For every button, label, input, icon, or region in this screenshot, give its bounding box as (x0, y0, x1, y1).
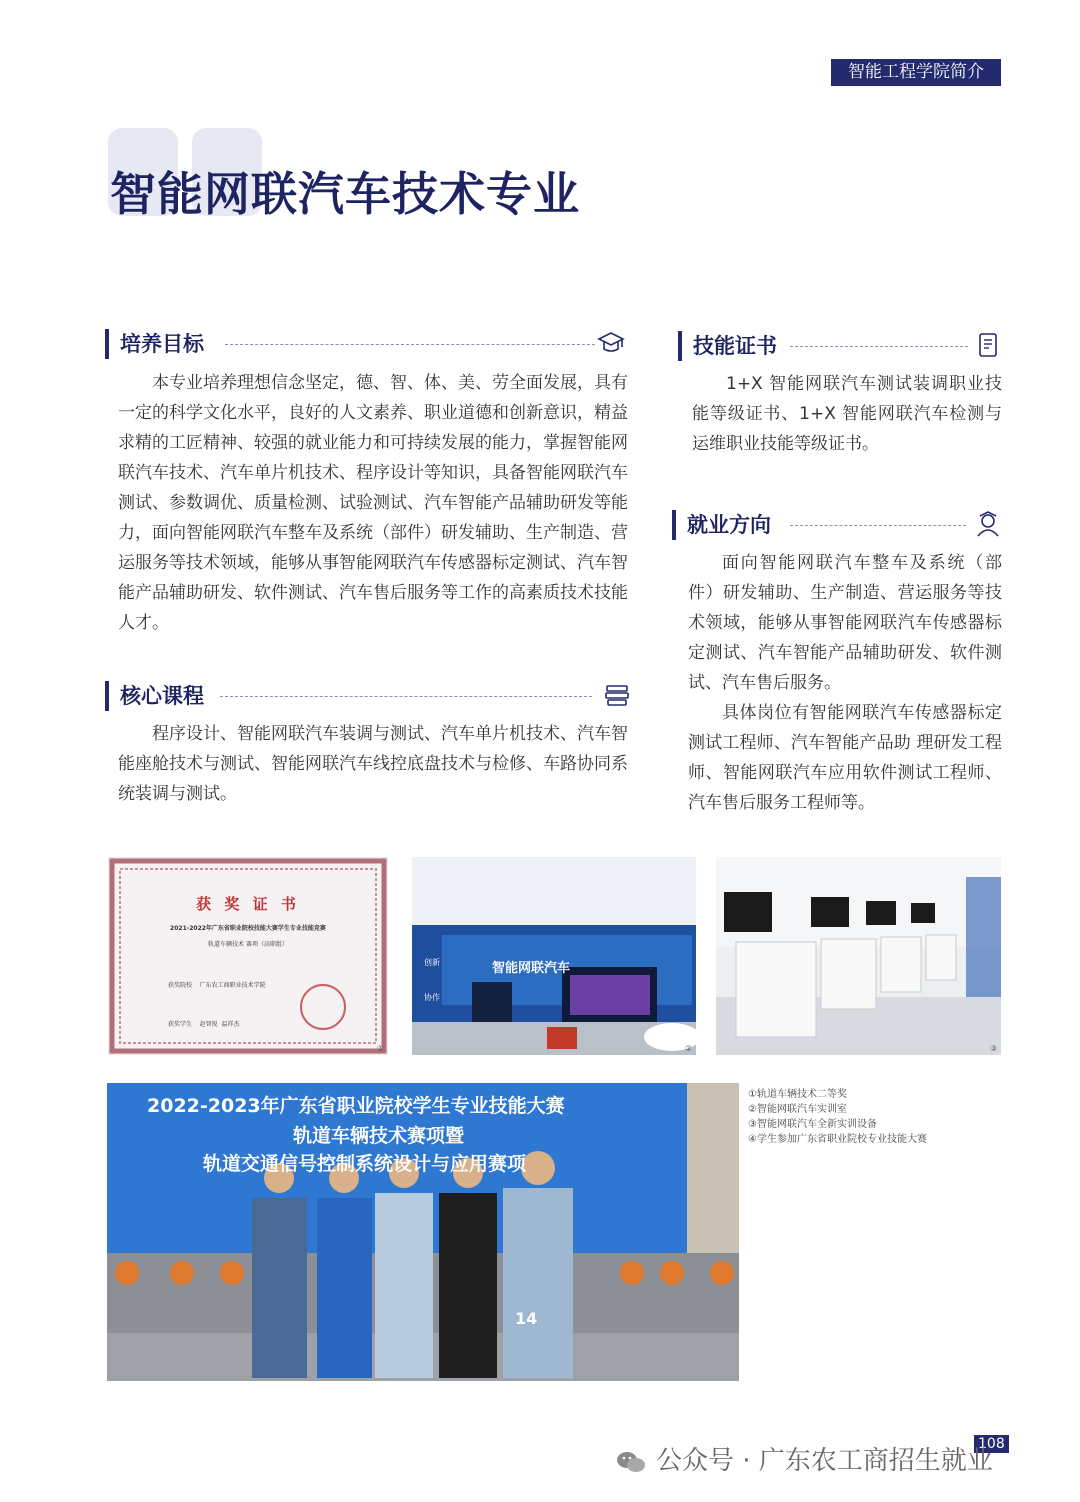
career-paragraph (688, 548, 1002, 818)
courses-paragraph (118, 719, 628, 809)
heading-bar (105, 681, 109, 711)
section-heading-courses (105, 679, 630, 713)
books-icon (603, 681, 631, 709)
certificate-row: 获奖院校 广东农工商职业技术学院 (168, 982, 266, 989)
header-tag: 智能工程学院简介 (831, 59, 1001, 86)
career-text-2: 具体岗位有智能网联汽车传感器标定测试工程师、汽车智能产品助 理研发工程师、智能网联汽车应用软件测试工程师、汽车售后服务工程师等。 (688, 703, 1002, 813)
caption: ①轨道车辆技术二等奖 (748, 1089, 847, 1100)
certs-paragraph (692, 369, 1002, 459)
banner-line-3: 轨道交通信号控制系统设计与应用赛项 (203, 1153, 527, 1175)
section-heading-career (672, 508, 1003, 542)
certificate-row: 获奖学生 赵智锐 温祥杰 (168, 1021, 240, 1028)
goal-text: 本专业培养理想信念坚定，德、智、体、美、劳全面发展，具有一定的科学文化水平，良好的人文素养、职业道德和创新意识，精益求精的工匠精神、较强的就业能力和可持续发展的能力，掌握智能网联汽车技术、汽车单片机技术、程序设计等知识，具备智能网联汽车测试、参数调优、质量检测、试验测试、汽车智能产品辅助研发等能力，面向智能网联汽车整车及系统（部件）研发辅助、生产制造、营运服务等技术领域，能够从事智能网联汽车传感器标定测试、汽车智能产品辅助研发、软件测试、汽车售后服务等工作的高素质技术技能人才。 (118, 373, 628, 633)
certificate-rows (168, 953, 266, 1055)
photo-number: ③ (989, 1044, 997, 1053)
section-heading-goal (105, 327, 630, 361)
dashed-divider (220, 696, 592, 697)
footer-text: 公众号 · 广东农工商招生就业 (656, 1446, 993, 1476)
caption: ②智能网联汽车实训室 (748, 1104, 847, 1115)
certificate-line-1: 2021-2022年广东省职业院校技能大赛学生专业技能竞赛 (170, 925, 326, 932)
photo-number: ① (376, 1044, 384, 1053)
certs-text: 1+X 智能网联汽车测试装调职业技能等级证书、1+X 智能网联汽车检测与运维职业技能等级证书。 (692, 374, 1002, 454)
photo-number: ② (684, 1044, 692, 1053)
page-title: 智能网联汽车技术专业 (110, 167, 580, 221)
caption: ③智能网联汽车全新实训设备 (748, 1119, 877, 1130)
section-title: 就业方向 (687, 513, 771, 537)
lab-sign-left-2: 协作 (424, 993, 440, 1002)
lab-sign: 智能网联汽车 (492, 961, 571, 976)
dashed-divider (225, 344, 595, 345)
certificate-icon (974, 331, 1002, 359)
photo-equipment (716, 857, 1001, 1055)
photo-lab (412, 857, 696, 1055)
person-icon (974, 510, 1002, 538)
heading-bar (678, 331, 682, 361)
section-title: 技能证书 (693, 334, 777, 358)
goal-paragraph (118, 368, 628, 638)
courses-text: 程序设计、智能网联汽车装调与测试、汽车单片机技术、汽车智能座舱技术与测试、智能网联汽车线控底盘技术与检修、车路协同系统装调与测试。 (118, 724, 628, 804)
section-title: 培养目标 (120, 332, 204, 356)
certificate-title: 获 奖 证 书 (196, 895, 300, 913)
wechat-icon (616, 1449, 646, 1475)
banner-line-1: 2022-2023年广东省职业院校学生专业技能大赛 (147, 1095, 565, 1117)
dashed-divider (790, 525, 966, 526)
photo-captions (748, 1087, 927, 1147)
heading-bar (105, 329, 109, 359)
footer-watermark (616, 1440, 993, 1477)
heading-bar (672, 510, 676, 540)
lab-scene (412, 857, 696, 1055)
photo-competition (107, 1083, 739, 1381)
graduation-cap-icon (597, 329, 625, 357)
dashed-divider (790, 346, 968, 347)
section-title: 核心课程 (120, 684, 204, 708)
certificate-line-2: 轨道车辆技术 赛项（高职组） (208, 941, 288, 948)
page-number: 108 (974, 1435, 1009, 1453)
photo-certificate (108, 857, 388, 1055)
jersey-number: 14 (515, 1309, 538, 1328)
lab-sign-left: 创新 (424, 958, 440, 967)
caption: ④学生参加广东省职业院校专业技能大赛 (748, 1134, 927, 1145)
career-text-1: 面向智能网联汽车整车及系统（部件）研发辅助、生产制造、营运服务等技术领域，能够从事智能网联汽车传感器标定测试、汽车智能产品辅助研发、软件测试、汽车售后服务。 (688, 553, 1002, 693)
section-heading-certs (678, 329, 1003, 363)
banner-line-2: 轨道车辆技术赛项暨 (293, 1125, 465, 1147)
equipment-scene (716, 857, 1001, 1055)
